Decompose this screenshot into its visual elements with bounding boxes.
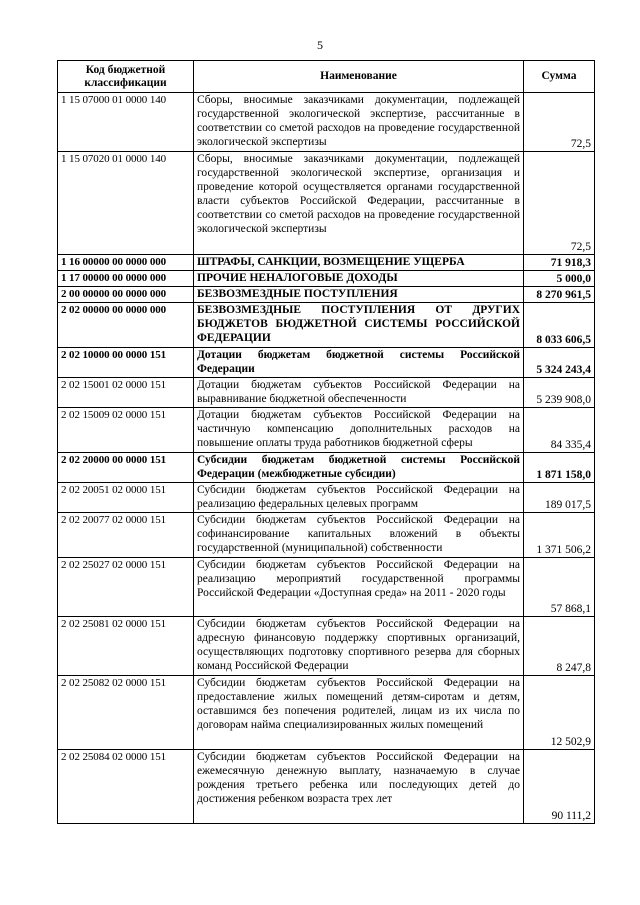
- row-code: 2 02 10000 00 0000 151: [58, 348, 194, 378]
- table-row: [58, 513, 595, 558]
- table-row: [58, 750, 595, 824]
- table-row: [58, 617, 595, 676]
- row-code: 1 15 07020 01 0000 140: [58, 152, 194, 255]
- row-name: БЕЗВОЗМЕЗДНЫЕ ПОСТУПЛЕНИЯ ОТ ДРУГИХ БЮДЖЕТОВ БЮДЖЕТНОЙ СИСТЕМЫ РОССИЙСКОЙ ФЕДЕРАЦИИ: [194, 303, 524, 348]
- row-code: 2 02 25081 02 0000 151: [58, 617, 194, 676]
- row-sum: 72,5: [524, 93, 595, 152]
- row-name: Субсидии бюджетам бюджетной системы Российской Федерации (межбюджетные субсидии): [194, 453, 524, 483]
- row-sum: 72,5: [524, 152, 595, 255]
- row-name: Субсидии бюджетам субъектов Российской Федерации на ежемесячную денежную выплату, назначаемую в случае рождения третьего ребенка или последующих детей до достижения ребенком возраста трех лет: [194, 750, 524, 824]
- row-name: Сборы, вносимые заказчиками документации, подлежащей государственной экологической экспертизе, рассчитанные в соответствии со сметой расходов на проведение государственной экологической экспертизы: [194, 93, 524, 152]
- row-name: БЕЗВОЗМЕЗДНЫЕ ПОСТУПЛЕНИЯ: [194, 287, 524, 303]
- row-sum: 12 502,9: [524, 676, 595, 750]
- table-row: [58, 483, 595, 513]
- table-header-row: [58, 61, 595, 93]
- table-row: [58, 378, 595, 408]
- row-name: Субсидии бюджетам субъектов Российской Федерации на софинансирование капитальных вложений в объекты государственной (муниципальной) собственности: [194, 513, 524, 558]
- row-code: 1 16 00000 00 0000 000: [58, 255, 194, 271]
- row-name: Субсидии бюджетам субъектов Российской Федерации на предоставление жилых помещений детям-сиротам и детям, оставшимся без попечения родителей, лицам из их числа по договорам найма специализированных жилых помещений: [194, 676, 524, 750]
- table-row: [58, 453, 595, 483]
- table-row: [58, 271, 595, 287]
- table-row: [58, 676, 595, 750]
- row-code: 1 15 07000 01 0000 140: [58, 93, 194, 152]
- row-code: 2 02 00000 00 0000 000: [58, 303, 194, 348]
- row-code: 2 02 25082 02 0000 151: [58, 676, 194, 750]
- row-sum: 84 335,4: [524, 408, 595, 453]
- budget-table: [57, 60, 595, 824]
- table-row: [58, 303, 595, 348]
- row-sum: 8 270 961,5: [524, 287, 595, 303]
- table-row: [58, 348, 595, 378]
- table-row: [58, 408, 595, 453]
- row-name: Субсидии бюджетам субъектов Российской Федерации на реализацию федеральных целевых программ: [194, 483, 524, 513]
- row-code: 1 17 00000 00 0000 000: [58, 271, 194, 287]
- row-name: Сборы, вносимые заказчиками документации, подлежащей государственной экологической экспертизе, организация и проведение которой осуществляется органами государственной власти субъектов Российской Федерации, рассчитанные в соответствии со сметой расходов на проведение государственной экологической экспертизы: [194, 152, 524, 255]
- page-number: 5: [317, 38, 323, 52]
- row-name: ШТРАФЫ, САНКЦИИ, ВОЗМЕЩЕНИЕ УЩЕРБА: [194, 255, 524, 271]
- row-name: ПРОЧИЕ НЕНАЛОГОВЫЕ ДОХОДЫ: [194, 271, 524, 287]
- table-row: [58, 558, 595, 617]
- table-row: [58, 255, 595, 271]
- row-name: Дотации бюджетам бюджетной системы Российской Федерации: [194, 348, 524, 378]
- row-name: Субсидии бюджетам субъектов Российской Федерации на адресную финансовую поддержку спортивных организаций, осуществляющих подготовку спортивного резерва для сборных команд Российской Федерации: [194, 617, 524, 676]
- row-sum: 5 000,0: [524, 271, 595, 287]
- row-name: Дотации бюджетам субъектов Российской Федерации на выравнивание бюджетной обеспеченности: [194, 378, 524, 408]
- table-row: [58, 152, 595, 255]
- row-sum: 189 017,5: [524, 483, 595, 513]
- row-name: Субсидии бюджетам субъектов Российской Федерации на реализацию мероприятий государственной программы Российской Федерации «Доступная среда» на 2011 - 2020 годы: [194, 558, 524, 617]
- row-code: 2 02 25027 02 0000 151: [58, 558, 194, 617]
- row-code: 2 00 00000 00 0000 000: [58, 287, 194, 303]
- row-name: Дотации бюджетам субъектов Российской Федерации на частичную компенсацию дополнительных расходов на повышение оплаты труда работников бюджетной сферы: [194, 408, 524, 453]
- row-sum: 5 324 243,4: [524, 348, 595, 378]
- row-sum: 1 371 506,2: [524, 513, 595, 558]
- row-sum: 57 868,1: [524, 558, 595, 617]
- row-sum: 1 871 158,0: [524, 453, 595, 483]
- row-code: 2 02 25084 02 0000 151: [58, 750, 194, 824]
- row-code: 2 02 15001 02 0000 151: [58, 378, 194, 408]
- row-sum: 8 247,8: [524, 617, 595, 676]
- row-code: 2 02 15009 02 0000 151: [58, 408, 194, 453]
- header-code: Код бюджетной классификации: [58, 61, 194, 93]
- header-name: Наименование: [194, 61, 524, 93]
- row-code: 2 02 20077 02 0000 151: [58, 513, 194, 558]
- row-code: 2 02 20051 02 0000 151: [58, 483, 194, 513]
- table-row: [58, 93, 595, 152]
- row-sum: 71 918,3: [524, 255, 595, 271]
- row-sum: 8 033 606,5: [524, 303, 595, 348]
- header-sum: Сумма: [524, 61, 595, 93]
- table-row: [58, 287, 595, 303]
- row-code: 2 02 20000 00 0000 151: [58, 453, 194, 483]
- row-sum: 90 111,2: [524, 750, 595, 824]
- row-sum: 5 239 908,0: [524, 378, 595, 408]
